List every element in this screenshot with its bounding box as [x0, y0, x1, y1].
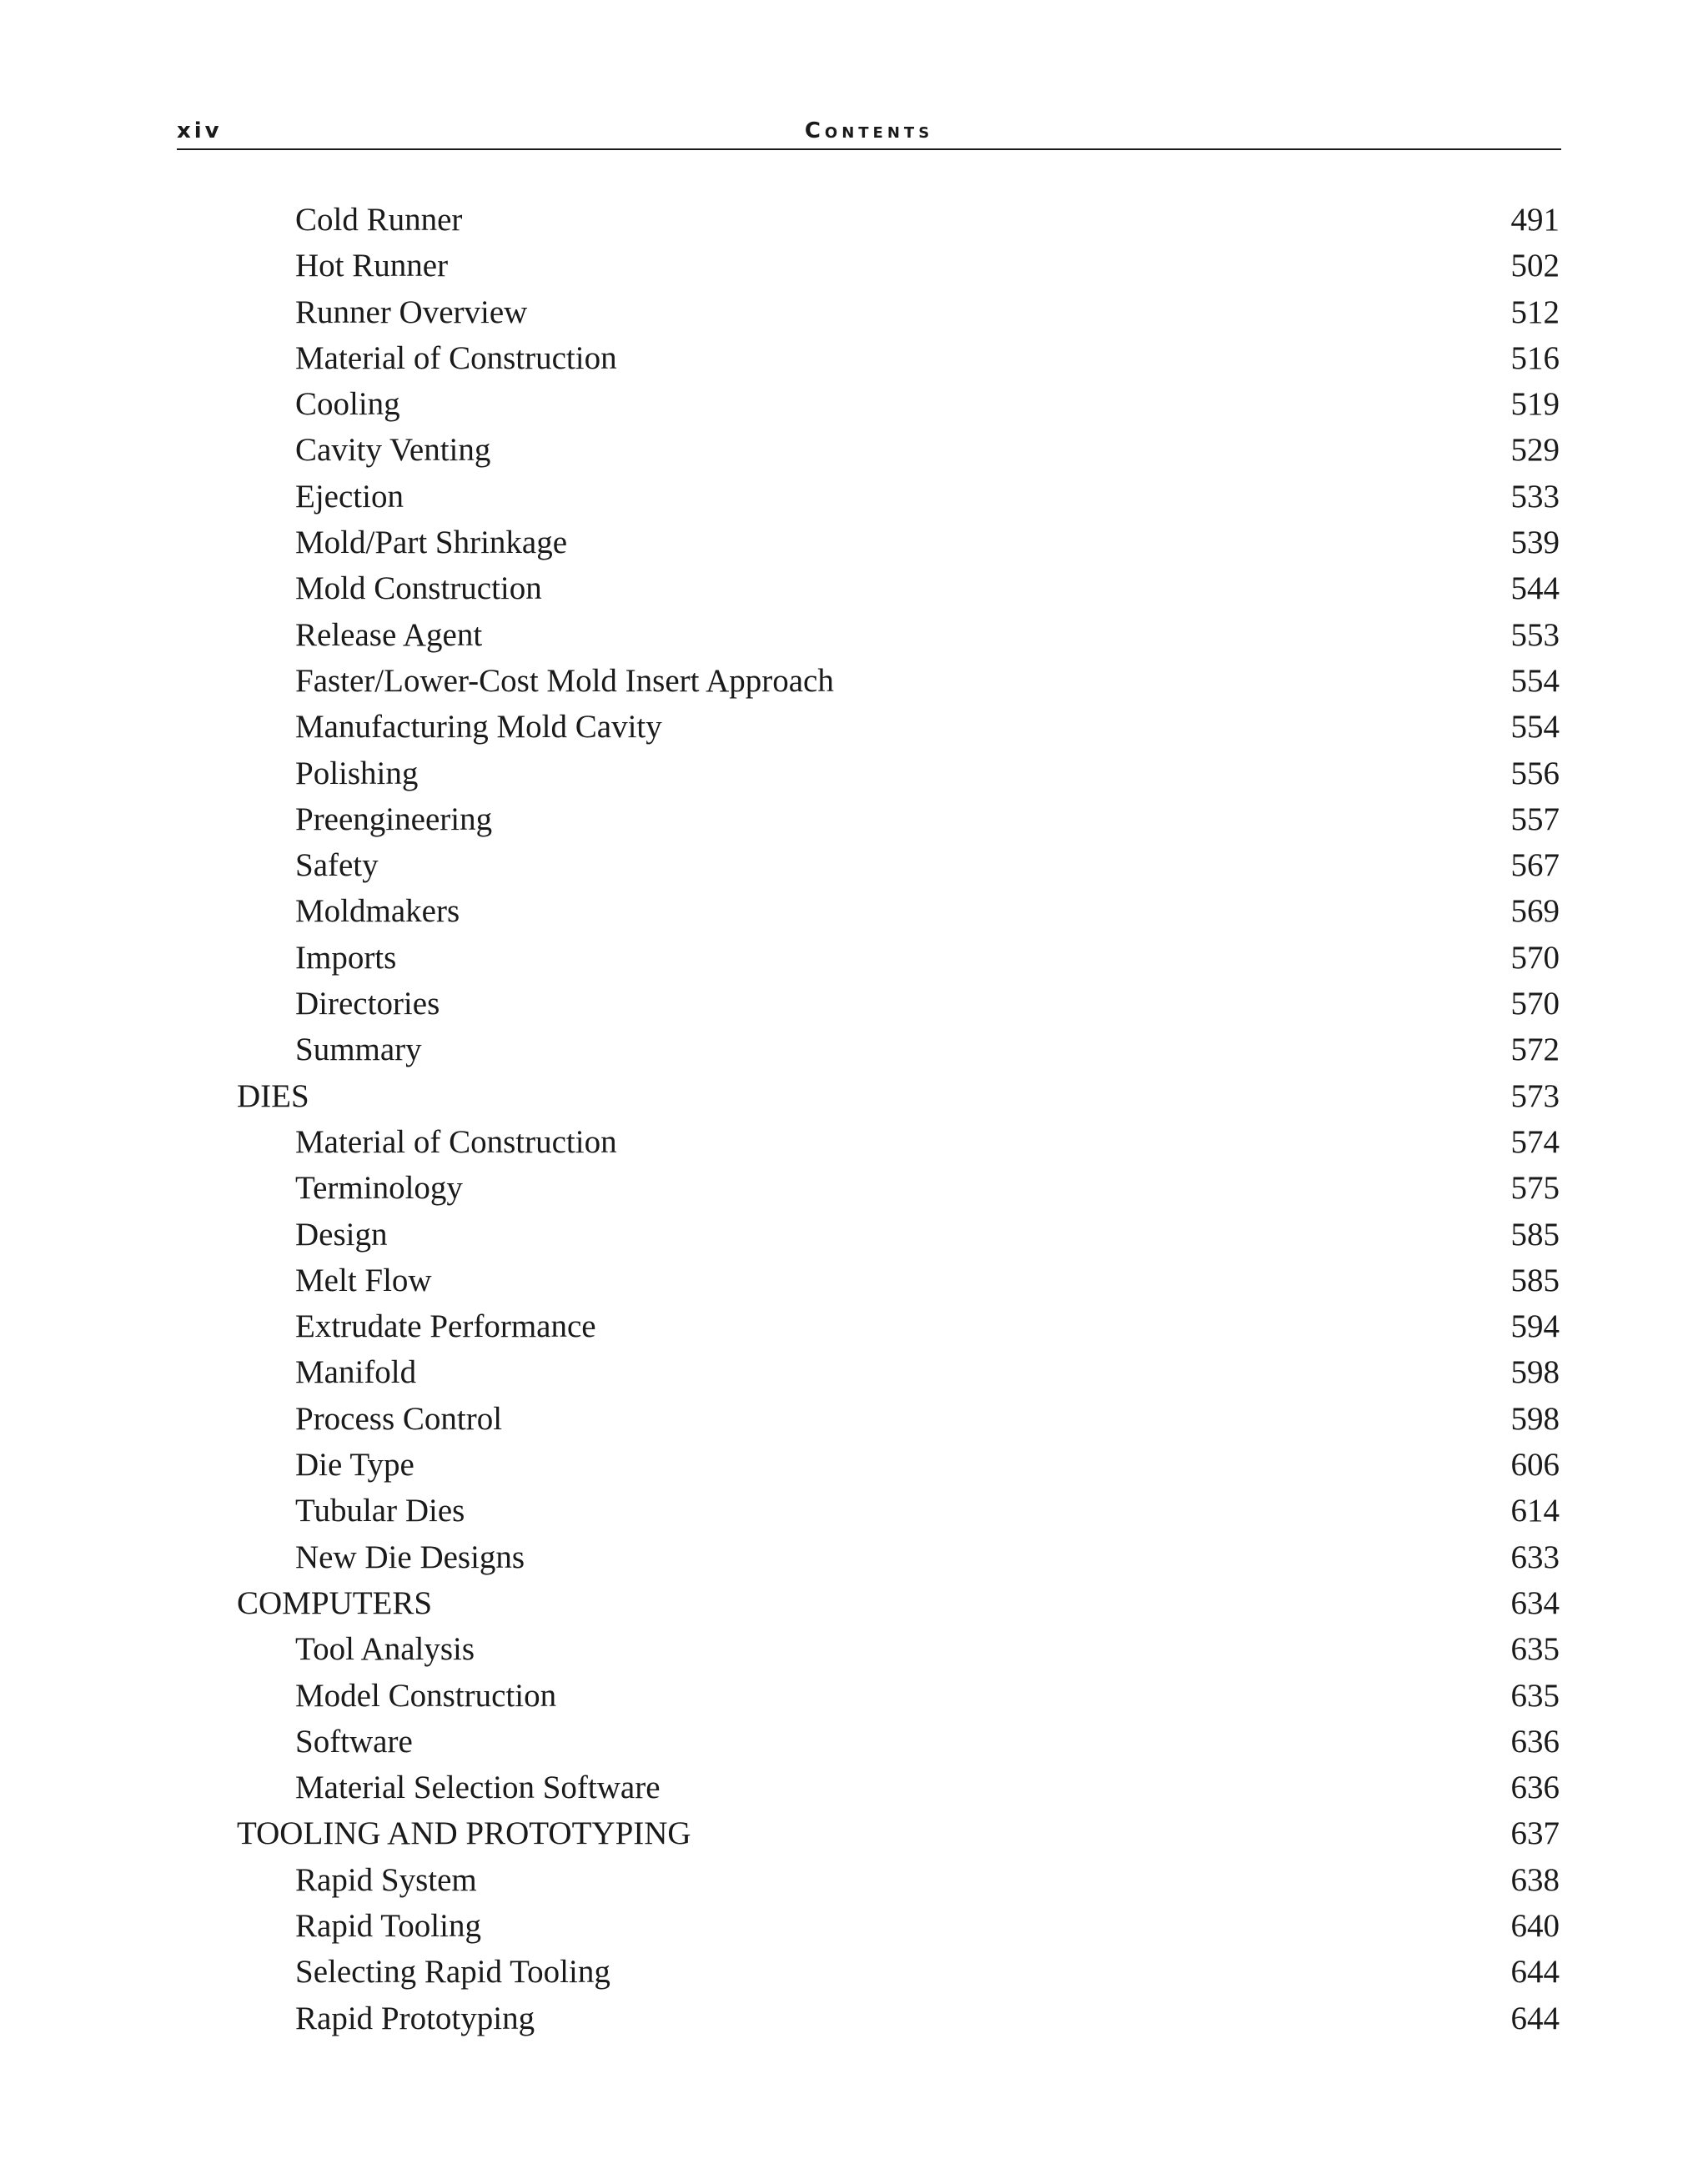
toc-entry-title: Cold Runner: [295, 202, 463, 238]
toc-subsection-entry: [234, 1027, 1560, 1072]
toc-entry-page-number: 636: [1510, 1723, 1560, 1760]
toc-entry-title: Mold Construction: [295, 570, 542, 607]
toc-subsection-entry: [234, 888, 1560, 934]
toc-entry-page-number: 533: [1510, 478, 1560, 515]
toc-subsection-entry: [234, 243, 1560, 289]
toc-entry-title: Polishing: [295, 755, 419, 791]
toc-entry-title: Cavity Venting: [295, 432, 491, 469]
toc-entry-page-number: 556: [1510, 755, 1560, 791]
toc-subsection-entry: [234, 842, 1560, 888]
toc-subsection-entry: [234, 1488, 1560, 1534]
toc-subsection-entry: [234, 289, 1560, 335]
toc-entry-page-number: 635: [1510, 1677, 1560, 1714]
toc-entry-title: Faster/Lower-Cost Mold Insert Approach: [295, 662, 834, 699]
toc-section-entry: [234, 1073, 1560, 1119]
toc-subsection-entry: [234, 197, 1560, 243]
toc-section-entry: [234, 1810, 1560, 1856]
toc-entry-page-number: 636: [1510, 1770, 1560, 1806]
toc-subsection-entry: [234, 981, 1560, 1027]
toc-subsection-entry: [234, 474, 1560, 520]
toc-entry-title: Rapid Prototyping: [295, 2000, 535, 2036]
toc-subsection-entry: [234, 1719, 1560, 1765]
toc-entry-title: Material Selection Software: [295, 1770, 661, 1806]
toc-entry-page-number: 638: [1510, 1861, 1560, 1898]
toc-subsection-entry: [234, 1765, 1560, 1810]
toc-entry-page-number: 585: [1510, 1216, 1560, 1253]
toc-entry-title: Extrudate Performance: [295, 1308, 596, 1345]
toc-entry-page-number: 572: [1510, 1032, 1560, 1068]
toc-entry-title: Design: [295, 1216, 388, 1253]
toc-entry-title: DIES: [237, 1077, 309, 1114]
toc-entry-title: Cooling: [295, 386, 400, 423]
toc-subsection-entry: [234, 520, 1560, 565]
toc-entry-page-number: 585: [1510, 1262, 1560, 1298]
toc-entry-page-number: 635: [1510, 1631, 1560, 1668]
toc-entry-page-number: 594: [1510, 1308, 1560, 1345]
toc-subsection-entry: [234, 427, 1560, 473]
toc-entry-page-number: 633: [1510, 1539, 1560, 1575]
toc-entry-page-number: 554: [1510, 709, 1560, 746]
toc-entry-page-number: 637: [1510, 1815, 1560, 1852]
toc-entry-page-number: 570: [1510, 939, 1560, 976]
toc-entry-page-number: 574: [1510, 1123, 1560, 1160]
toc-subsection-entry: [234, 1349, 1560, 1395]
toc-subsection-entry: [234, 335, 1560, 381]
page-folio: xiv: [177, 118, 223, 143]
toc-entry-title: Directories: [295, 986, 440, 1022]
toc-entry-title: Safety: [295, 847, 379, 884]
toc-subsection-entry: [234, 1212, 1560, 1258]
toc-subsection-entry: [234, 1949, 1560, 1995]
toc-entry-page-number: 606: [1510, 1447, 1560, 1484]
toc-subsection-entry: [234, 658, 1560, 704]
toc-entry-page-number: 516: [1510, 339, 1560, 376]
toc-entry-page-number: 553: [1510, 616, 1560, 653]
toc-entry-title: Material of Construction: [295, 1123, 617, 1160]
toc-entry-page-number: 644: [1510, 2000, 1560, 2036]
toc-entry-page-number: 567: [1510, 847, 1560, 884]
toc-subsection-entry: [234, 1396, 1560, 1442]
running-head: [177, 115, 1561, 150]
toc-subsection-entry: [234, 1165, 1560, 1211]
toc-entry-page-number: 502: [1510, 248, 1560, 284]
toc-subsection-entry: [234, 1626, 1560, 1672]
toc-entry-title: Software: [295, 1723, 413, 1760]
toc-subsection-entry: [234, 704, 1560, 750]
toc-entry-title: Moldmakers: [295, 893, 460, 930]
toc-entry-title: Ejection: [295, 478, 404, 515]
toc-entry-title: Preengineering: [295, 801, 493, 837]
toc-subsection-entry: [234, 612, 1560, 658]
toc-entry-page-number: 557: [1510, 801, 1560, 837]
toc-entry-page-number: 634: [1510, 1584, 1560, 1621]
toc-entry-title: Melt Flow: [295, 1262, 432, 1298]
toc-subsection-entry: [234, 1534, 1560, 1580]
toc-entry-page-number: 640: [1510, 1907, 1560, 1944]
toc-subsection-entry: [234, 751, 1560, 796]
toc-entry-page-number: 569: [1510, 893, 1560, 930]
toc-entry-title: COMPUTERS: [237, 1584, 433, 1621]
toc-entry-title: Manufacturing Mold Cavity: [295, 709, 662, 746]
toc-subsection-entry: [234, 1442, 1560, 1488]
toc-entry-page-number: 614: [1510, 1493, 1560, 1529]
toc-entry-title: Die Type: [295, 1447, 414, 1484]
toc-entry-title: Summary: [295, 1032, 422, 1068]
toc-subsection-entry: [234, 1673, 1560, 1719]
toc-entry-title: Process Control: [295, 1400, 503, 1437]
toc-subsection-entry: [234, 1996, 1560, 2041]
toc-subsection-entry: [234, 381, 1560, 427]
toc-subsection-entry: [234, 565, 1560, 611]
toc-entry-title: Rapid Tooling: [295, 1907, 481, 1944]
toc-entry-page-number: 573: [1510, 1077, 1560, 1114]
toc-entry-title: Terminology: [295, 1170, 463, 1207]
toc-entry-title: New Die Designs: [295, 1539, 525, 1575]
toc-entry-title: TOOLING AND PROTOTYPING: [237, 1815, 691, 1852]
toc-section-entry: [234, 1580, 1560, 1626]
running-head-title: Contents: [804, 118, 934, 143]
toc-entry-page-number: 491: [1510, 202, 1560, 238]
toc-entry-title: Tubular Dies: [295, 1493, 465, 1529]
toc-entry-page-number: 570: [1510, 986, 1560, 1022]
toc-subsection-entry: [234, 1857, 1560, 1903]
toc-entry-title: Manifold: [295, 1354, 417, 1391]
toc-entry-page-number: 644: [1510, 1954, 1560, 1991]
toc-entry-page-number: 519: [1510, 386, 1560, 423]
toc-entry-page-number: 539: [1510, 525, 1560, 561]
toc-entry-page-number: 575: [1510, 1170, 1560, 1207]
toc-entry-title: Tool Analysis: [295, 1631, 475, 1668]
toc-subsection-entry: [234, 1258, 1560, 1303]
toc-subsection-entry: [234, 935, 1560, 981]
toc-entry-title: Runner Overview: [295, 294, 528, 330]
toc-entry-page-number: 529: [1510, 432, 1560, 469]
toc-subsection-entry: [234, 1119, 1560, 1165]
toc-entry-title: Selecting Rapid Tooling: [295, 1954, 610, 1991]
toc-subsection-entry: [234, 1903, 1560, 1949]
toc-entry-page-number: 598: [1510, 1354, 1560, 1391]
toc-entry-title: Mold/Part Shrinkage: [295, 525, 568, 561]
toc-entry-page-number: 512: [1510, 294, 1560, 330]
toc-entry-title: Imports: [295, 939, 397, 976]
toc-entry-title: Release Agent: [295, 616, 483, 653]
toc-subsection-entry: [234, 796, 1560, 842]
toc-entry-page-number: 544: [1510, 570, 1560, 607]
toc-entry-page-number: 554: [1510, 662, 1560, 699]
toc-entry-title: Material of Construction: [295, 339, 617, 376]
toc-entry-title: Model Construction: [295, 1677, 557, 1714]
table-of-contents: [234, 197, 1560, 2041]
toc-entry-page-number: 598: [1510, 1400, 1560, 1437]
toc-entry-title: Rapid System: [295, 1861, 477, 1898]
toc-entry-title: Hot Runner: [295, 248, 449, 284]
toc-subsection-entry: [234, 1303, 1560, 1349]
